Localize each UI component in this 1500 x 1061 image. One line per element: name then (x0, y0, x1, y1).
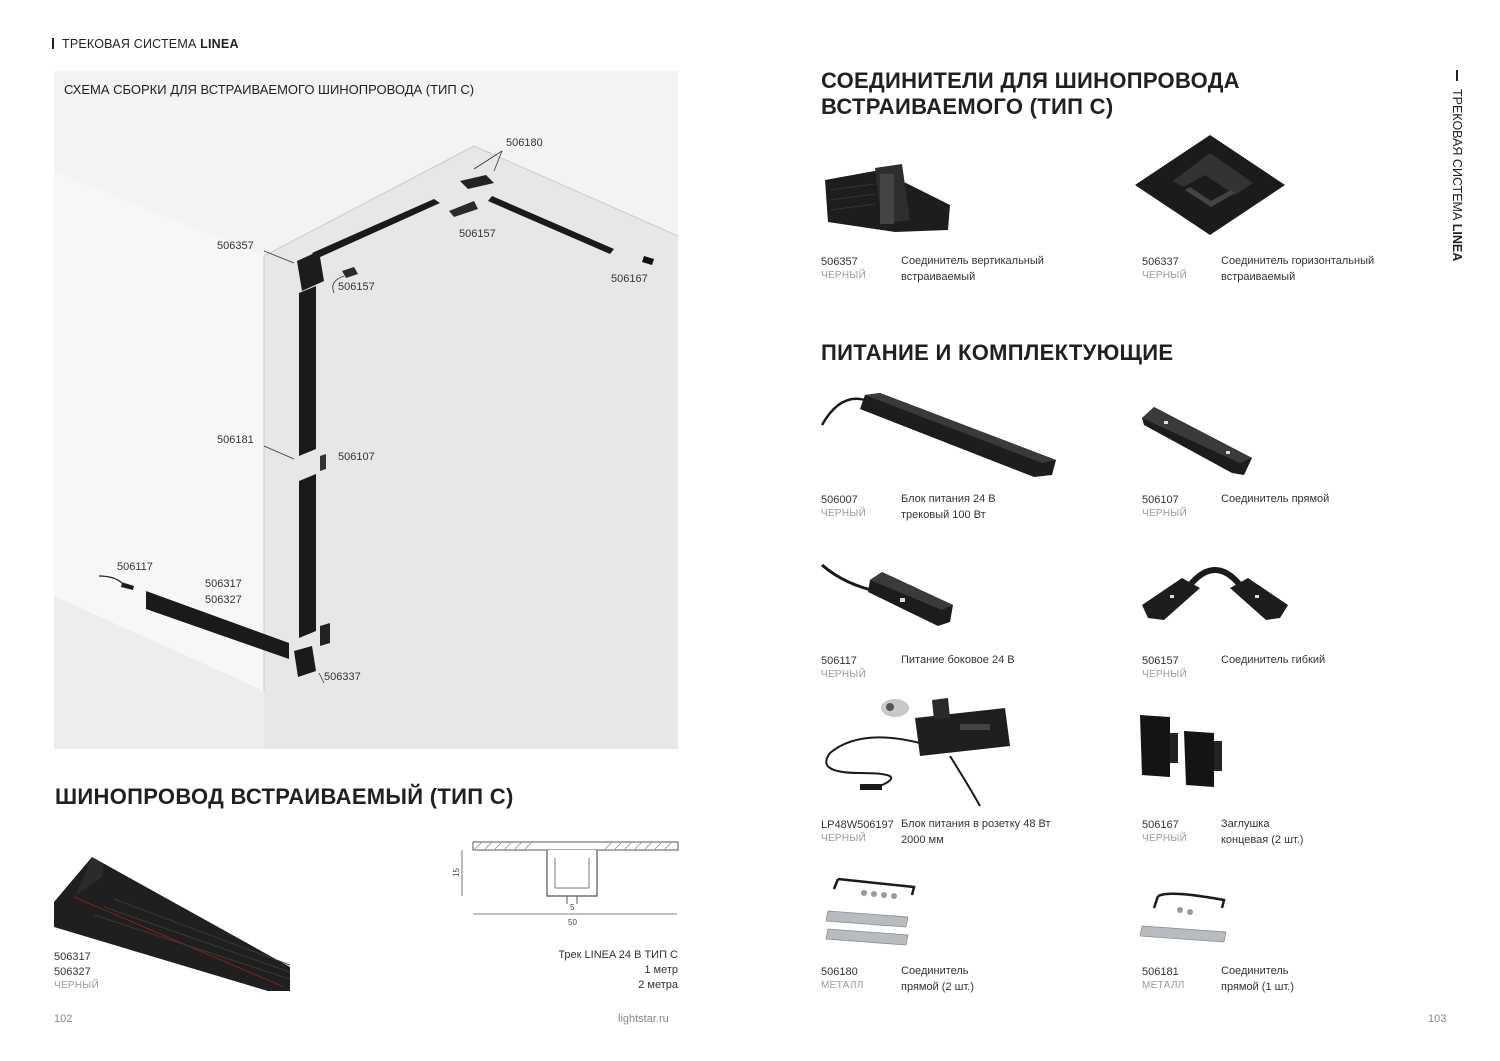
product-desc: встраиваемый (1221, 271, 1296, 283)
track-caption-line2: 2 метра (638, 979, 678, 991)
scheme-title: СХЕМА СБОРКИ ДЛЯ ВСТРАИВАЕМОГО ШИНОПРОВОДА (ТИП С) (64, 82, 475, 97)
running-head-left: ТРЕКОВАЯ СИСТЕМА LINEA (52, 37, 239, 51)
track-code: 506317 (54, 951, 91, 963)
assembly-scheme-drawing (54, 71, 678, 749)
product-code: 506117 (821, 655, 857, 667)
product-image-506167 (1138, 713, 1228, 788)
scheme-label: 506180 (506, 137, 543, 149)
track-color: ЧЕРНЫЙ (54, 980, 100, 991)
track-caption-line1: 1 метр (644, 964, 678, 976)
product-image-506007 (820, 385, 1060, 480)
product-color: ЧЕРНЫЙ (1142, 508, 1188, 519)
product-desc: Соединитель (1221, 965, 1289, 977)
product-desc: прямой (1 шт.) (1221, 981, 1294, 993)
product-desc: трековый 100 Вт (901, 509, 986, 521)
product-image-506357 (820, 160, 955, 232)
dim-slot: 5 (570, 903, 575, 912)
product-desc: прямой (2 шт.) (901, 981, 974, 993)
page-number-left: 102 (54, 1013, 73, 1025)
product-desc: Соединитель вертикальный (901, 255, 1044, 267)
product-color: ЧЕРНЫЙ (1142, 669, 1188, 680)
track-profile-drawing (455, 838, 680, 930)
running-head-right: ТРЕКОВАЯ СИСТЕМА LINEA (1452, 70, 1464, 310)
product-image-506117 (820, 560, 955, 635)
section-title-connectors: СОЕДИНИТЕЛИ ДЛЯ ШИНОПРОВОДА ВСТРАИВАЕМОГО (ТИП С) (821, 68, 1240, 119)
scheme-label: 506107 (338, 451, 375, 463)
section-title-track: ШИНОПРОВОД ВСТРАИВАЕМЫЙ (ТИП С) (55, 784, 514, 809)
product-desc: концевая (2 шт.) (1221, 834, 1304, 846)
section-title-power: ПИТАНИЕ И КОМПЛЕКТУЮЩИЕ (821, 340, 1174, 365)
product-code: 506357 (821, 256, 858, 268)
dim-width: 50 (568, 918, 577, 927)
scheme-label: 506181 (217, 434, 254, 446)
product-desc: встраиваемый (901, 271, 976, 283)
product-image-506180 (820, 873, 920, 948)
product-color: ЧЕРНЫЙ (821, 833, 867, 844)
scheme-label: 506327 (205, 594, 242, 606)
product-desc: Соединитель прямой (1221, 493, 1330, 505)
product-desc: Соединитель горизонтальный (1221, 255, 1375, 267)
dim-height: 15 (451, 868, 461, 877)
product-image-506157 (1140, 560, 1290, 635)
product-image-LP48W506197 (820, 688, 1020, 808)
scheme-label: 506157 (338, 281, 375, 293)
site-link[interactable]: lightstar.ru (618, 1013, 669, 1025)
product-desc: 2000 мм (901, 834, 944, 846)
product-code: LP48W506197 (821, 819, 894, 831)
product-color: МЕТАЛЛ (821, 980, 864, 991)
track-caption-title: Трек LINEA 24 В ТИП С (558, 949, 678, 961)
product-code: 506181 (1142, 966, 1179, 978)
scheme-label: 506337 (324, 671, 361, 683)
product-color: ЧЕРНЫЙ (821, 508, 867, 519)
scheme-label: 506167 (611, 273, 648, 285)
product-desc: Блок питания 24 В (901, 493, 996, 505)
track-code: 506327 (54, 966, 91, 978)
product-code: 506107 (1142, 494, 1179, 506)
product-code: 506167 (1142, 819, 1179, 831)
scheme-label: 506357 (217, 240, 254, 252)
product-image-506181 (1140, 886, 1230, 946)
product-image-506337 (1135, 135, 1285, 235)
page-number-right: 103 (1428, 1013, 1447, 1025)
product-desc: Соединитель (901, 965, 969, 977)
product-desc: Питание боковое 24 В (901, 654, 1015, 666)
product-code: 506157 (1142, 655, 1179, 667)
scheme-label: 506117 (117, 561, 153, 573)
assembly-scheme (54, 71, 678, 749)
product-color: ЧЕРНЫЙ (1142, 833, 1188, 844)
product-color: ЧЕРНЫЙ (821, 669, 867, 680)
product-desc: Заглушка (1221, 818, 1270, 830)
product-color: ЧЕРНЫЙ (821, 270, 867, 281)
product-code: 506007 (821, 494, 858, 506)
scheme-label: 506157 (459, 228, 496, 240)
product-desc: Блок питания в розетку 48 Вт (901, 818, 1051, 830)
product-color: МЕТАЛЛ (1142, 980, 1185, 991)
product-desc: Соединитель гибкий (1221, 654, 1326, 666)
product-image-506107 (1140, 403, 1255, 478)
product-code: 506337 (1142, 256, 1179, 268)
scheme-label: 506317 (205, 578, 242, 590)
product-code: 506180 (821, 966, 858, 978)
product-color: ЧЕРНЫЙ (1142, 270, 1188, 281)
